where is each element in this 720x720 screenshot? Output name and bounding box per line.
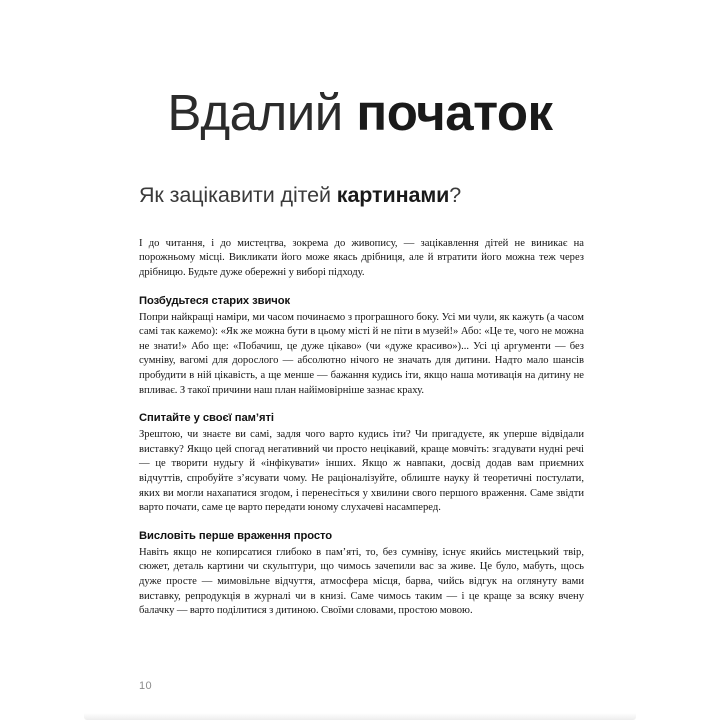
sub-heading-3: Висловіть перше враження просто xyxy=(139,529,333,542)
page-number: 10 xyxy=(139,680,153,692)
section-block-3 xyxy=(139,529,584,619)
intro-paragraph: І до читання, і до мистецтва, зокрема до живопису, — зацікавлення дітей не виникає на порожньому місці. Викликати його може якась дрібниця, але й втратити його можна теж через дрібницю. Будьте дуже обережні у виборі підходу. xyxy=(139,237,584,279)
section-question xyxy=(139,182,584,209)
page-content xyxy=(139,182,584,619)
page-bottom-edge xyxy=(84,713,636,720)
section-question-tail: ? xyxy=(449,183,462,207)
chapter-title xyxy=(0,86,720,140)
sub-heading-1: Позбудьтеся старих звичок xyxy=(139,294,291,307)
section-block-1 xyxy=(139,294,584,399)
section-paragraph-1: Попри найкращі наміри, ми часом починаємо з програшного боку. Усі ми чули, як кажуть (а часом самі так кажемо): «Як же можна бути в цьому місті й не піти в музей!» Або: «Це те, чого не можна не знати!» Або ще: «Побачиш, це дуже цікаво» (чи «дуже красиво»)... Усі ці аргументи — без сумніву, вагомі для дорослого — абсолютно нічого не значать для дитини. Надто мало шансів пробудити в ній цікавість, а ще менше — бажання кудись іти, якщо наша мотивація на дитину не впливає. З такої причини наш план найімовірніше зазнає краху. xyxy=(139,311,584,396)
sub-heading-2: Спитайте у своєї пам’яті xyxy=(139,412,274,425)
chapter-title-bold: початок xyxy=(356,84,553,142)
section-block-2 xyxy=(139,411,584,516)
section-paragraph-2: Зрештою, чи знаєте ви самі, задля чого варто кудись іти? Чи пригадуєте, як уперше відвідали виставку? Якщо цей спогад негативний чи просто нецікавий, краще мовчіть: згадувати нудні речі — це творити нудьгу й «інфікувати» інших. Якщо ж навпаки, досвід додав вам приємних відчуттів, спробуйте з’ясувати чому. Не раціоналізуйте, облиште науку й теоретичні постулати, яких ви могли нахапатися згодом, і перенесіться у хвилини свого першого враження. Саме звідти варто почати, саме це варто передати юному слухачеві насамперед. xyxy=(139,429,584,514)
chapter-title-light: Вдалий xyxy=(167,84,343,142)
section-question-emphasis: картинами xyxy=(336,183,450,207)
section-question-lead: Як зацікавити дітей xyxy=(139,183,337,207)
section-paragraph-3: Навіть якщо не копирсатися глибоко в пам’яті, то, без сумніву, існує якийсь мистецький твір, сюжет, деталь картини чи скульптури, що чимось зачепили вас за живе. Це було, мабуть, щось дуже просте — мимовільне відчуття, атмосфера місця, барва, чийсь відгук на оглянуту вами виставку, репродукція в журналі чи в книзі. Саме чимось таким — і це краще за всяку вчену балачку — варто поділитися з дитиною. Своїми словами, простою мовою. xyxy=(139,546,584,617)
